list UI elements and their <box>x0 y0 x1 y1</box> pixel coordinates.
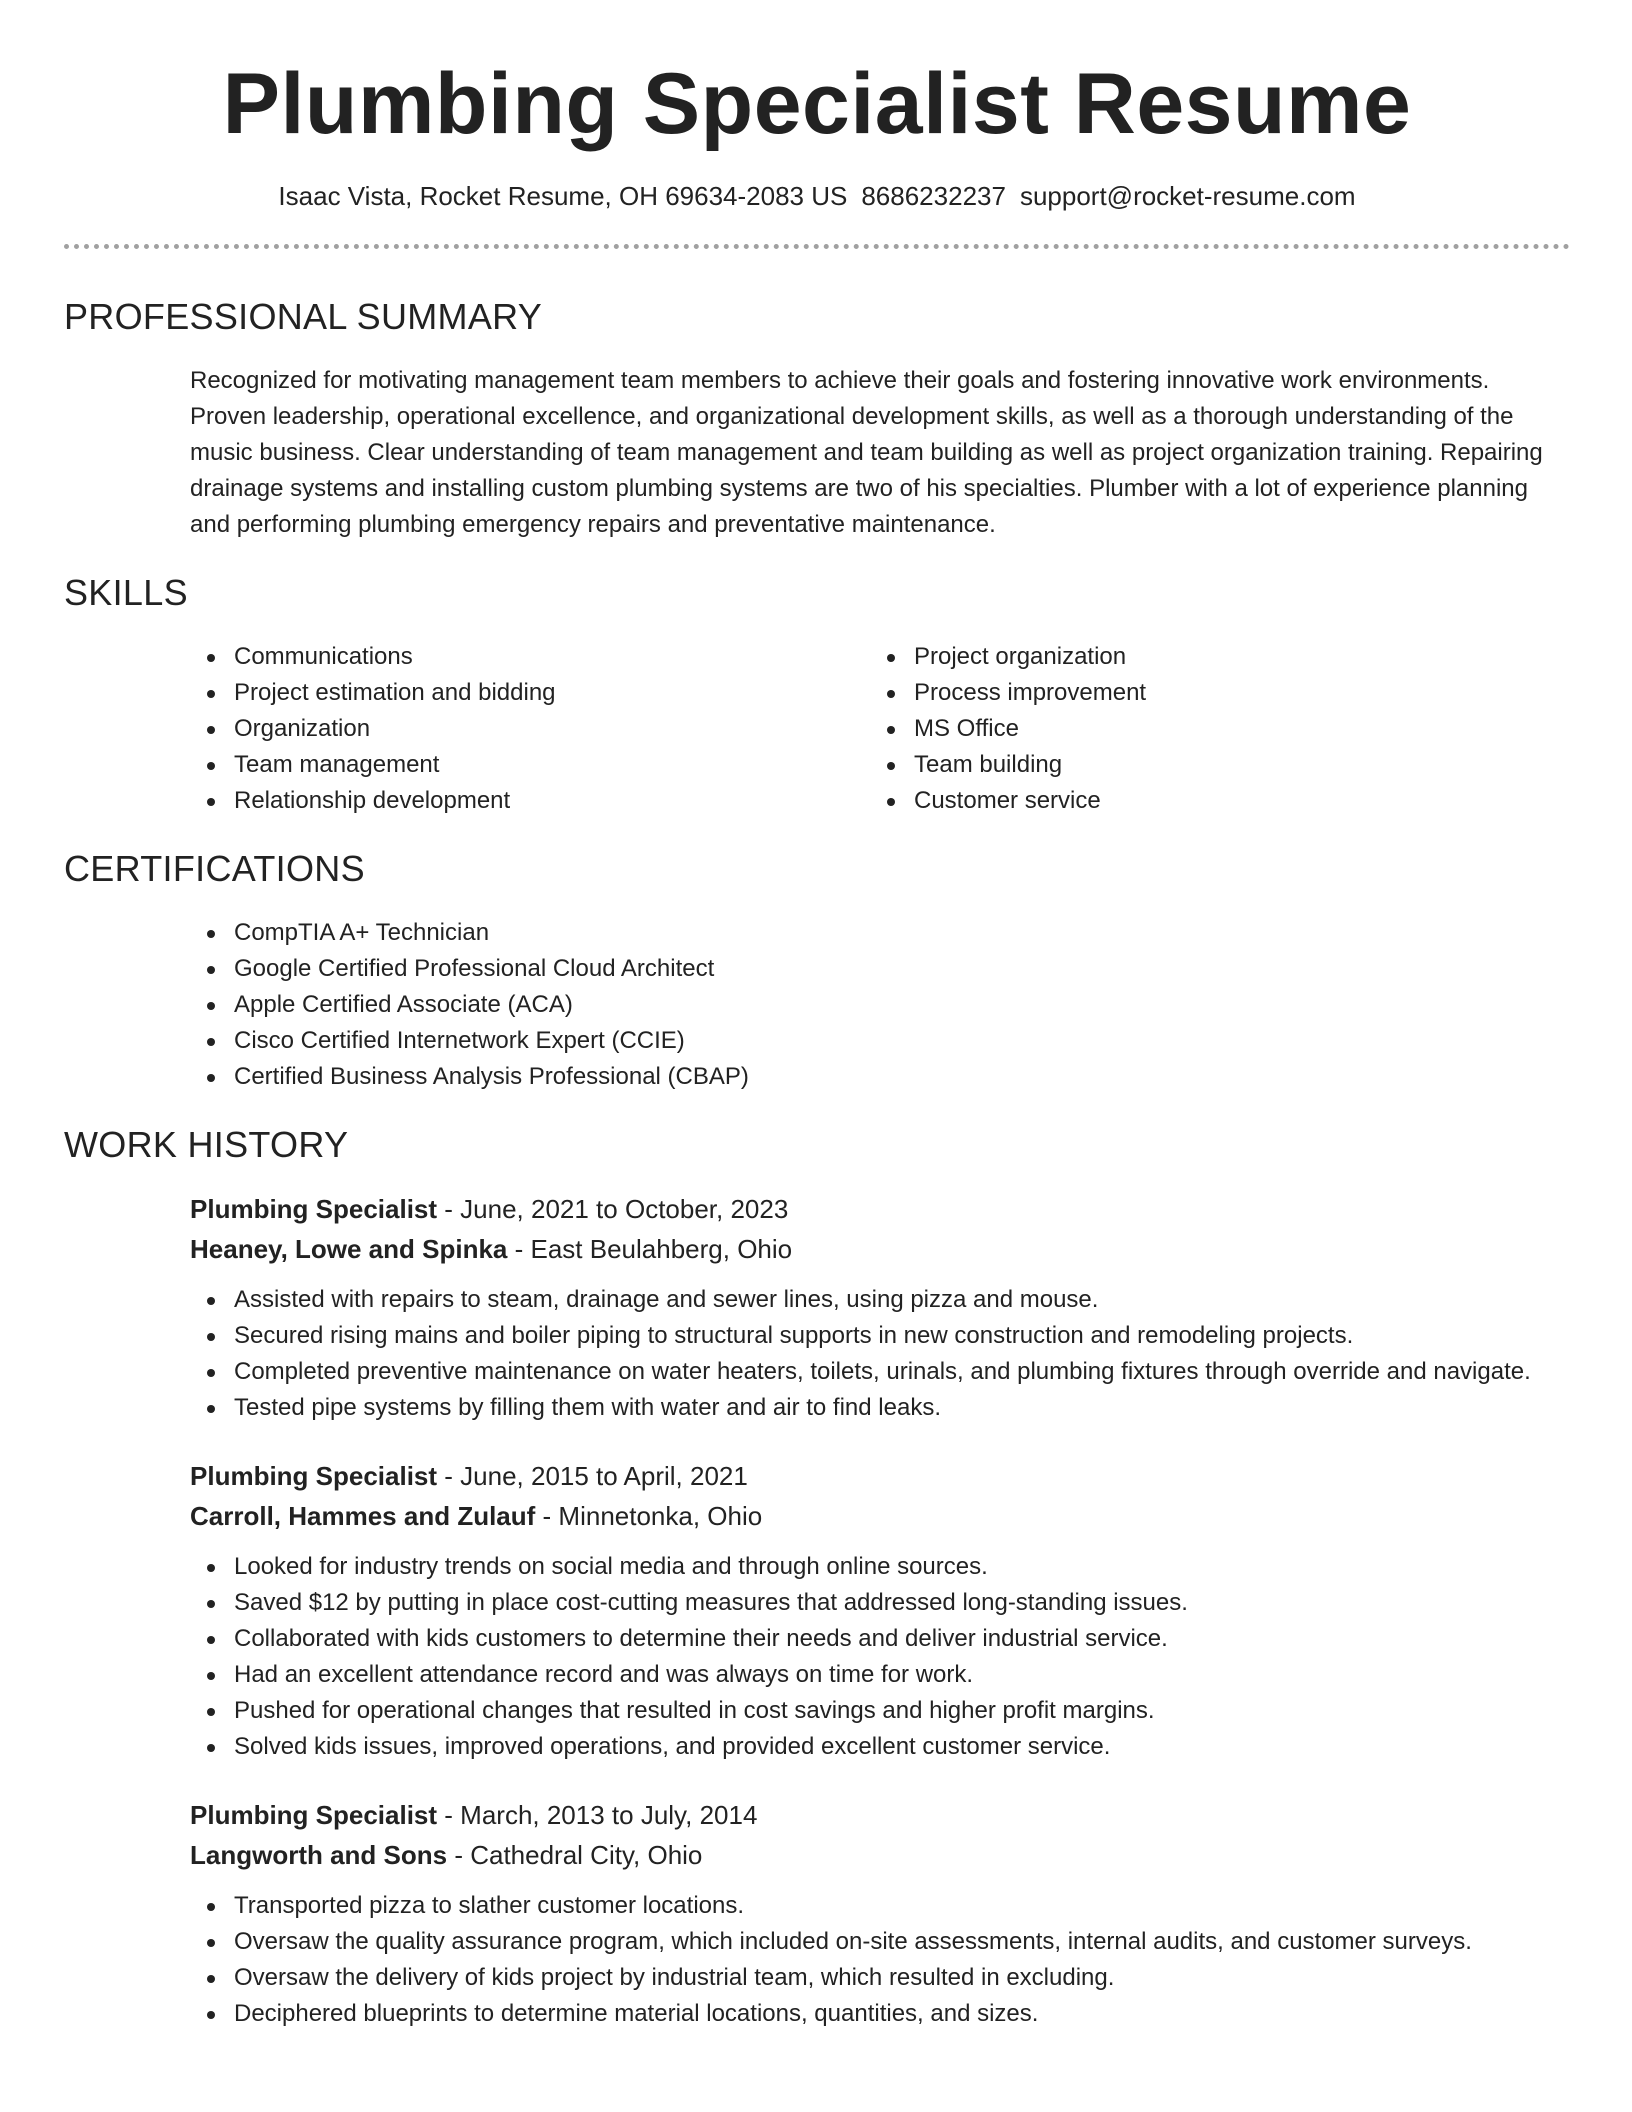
job-duty: Secured rising mains and boiler piping to structural supports in new construction and remodeling projects. <box>234 1318 1570 1354</box>
section-title-summary: PROFESSIONAL SUMMARY <box>64 296 543 337</box>
skills-list-right <box>870 639 1550 819</box>
certification-item: Certified Business Analysis Professional (CBAP) <box>234 1059 1570 1095</box>
certifications-section <box>64 847 1570 1095</box>
job-duty: Oversaw the delivery of kids project by industrial team, which resulted in excluding. <box>234 1960 1570 1996</box>
job-duty: Transported pizza to slather customer locations. <box>234 1888 1570 1924</box>
summary-text: Recognized for motivating management team members to achieve their goals and fostering innovative work environments. Proven leadership, operational excellence, and organizational development skills, as well as a thorough understanding of the music business. Clear understanding of team management and team building as well as project organization training. Repairing drainage systems and installing custom plumbing systems are two of his specialties. Plumber with a lot of experience planning and performing plumbing emergency repairs and preventative maintenance. <box>190 367 1543 538</box>
job-location: - Minnetonka, Ohio <box>535 1501 763 1531</box>
contact-phone: 8686232237 <box>861 181 1006 211</box>
skill-item: Organization <box>234 711 870 747</box>
job-duty: Tested pipe systems by filling them with water and air to find leaks. <box>234 1390 1570 1426</box>
job-role: Plumbing Specialist <box>190 1461 438 1491</box>
job-dates: - March, 2013 to July, 2014 <box>437 1800 758 1830</box>
skill-item: Process improvement <box>914 675 1550 711</box>
skills-list-left <box>190 639 870 819</box>
skill-item: Customer service <box>914 783 1550 819</box>
job-dates: - June, 2021 to October, 2023 <box>437 1194 789 1224</box>
contact-email: support@rocket-resume.com <box>1019 181 1356 211</box>
resume-page <box>64 0 1570 2032</box>
job-duty: Collaborated with kids customers to determine their needs and deliver industrial service. <box>234 1621 1570 1657</box>
job-duties-list <box>190 1282 1570 1426</box>
job-company: Langworth and Sons <box>190 1840 448 1870</box>
skill-item: Relationship development <box>234 783 870 819</box>
job-role: Plumbing Specialist <box>190 1194 438 1224</box>
job-duty: Saved $12 by putting in place cost-cutting measures that addressed long-standing issues. <box>234 1585 1570 1621</box>
skill-item: Project estimation and bidding <box>234 675 870 711</box>
job-title-line <box>190 1795 1570 1835</box>
summary-section <box>64 295 1570 543</box>
skill-item: Project organization <box>914 639 1550 675</box>
skill-item: MS Office <box>914 711 1550 747</box>
job-title-line <box>190 1189 1570 1229</box>
job-company-line <box>190 1835 1570 1875</box>
job-duty: Had an excellent attendance record and was always on time for work. <box>234 1657 1570 1693</box>
header-divider <box>64 244 1570 249</box>
skill-item: Team building <box>914 747 1550 783</box>
job-entry <box>64 1795 1570 2032</box>
work-history-section <box>64 1123 1570 2032</box>
job-duty: Deciphered blueprints to determine material locations, quantities, and sizes. <box>234 1996 1570 2032</box>
job-duty: Pushed for operational changes that resulted in cost savings and higher profit margins. <box>234 1693 1570 1729</box>
job-duty: Completed preventive maintenance on water heaters, toilets, urinals, and plumbing fixtures through override and navigate. <box>234 1354 1570 1390</box>
job-duty: Oversaw the quality assurance program, which included on-site assessments, internal audits, and customer surveys. <box>234 1924 1570 1960</box>
job-company: Heaney, Lowe and Spinka <box>190 1234 508 1264</box>
certification-item: Cisco Certified Internetwork Expert (CCIE) <box>234 1023 1570 1059</box>
skill-item: Communications <box>234 639 870 675</box>
job-duties-list <box>190 1549 1570 1765</box>
job-entry <box>64 1189 1570 1426</box>
job-company-line <box>190 1496 1570 1536</box>
job-duties-list <box>190 1888 1570 2032</box>
contact-address: Isaac Vista, Rocket Resume, OH 69634-2083 US <box>278 181 848 211</box>
job-role: Plumbing Specialist <box>190 1800 438 1830</box>
job-dates: - June, 2015 to April, 2021 <box>437 1461 748 1491</box>
section-title-work-history: WORK HISTORY <box>64 1124 349 1165</box>
job-company-line <box>190 1229 1570 1269</box>
job-location: - East Beulahberg, Ohio <box>507 1234 793 1264</box>
job-entry <box>64 1456 1570 1765</box>
certification-item: CompTIA A+ Technician <box>234 915 1570 951</box>
job-company: Carroll, Hammes and Zulauf <box>190 1501 536 1531</box>
resume-title: Plumbing Specialist Resume <box>222 56 1412 152</box>
job-title-line <box>190 1456 1570 1496</box>
skill-item: Team management <box>234 747 870 783</box>
contact-line <box>64 178 1570 214</box>
certification-item: Google Certified Professional Cloud Architect <box>234 951 1570 987</box>
job-duty: Assisted with repairs to steam, drainage and sewer lines, using pizza and mouse. <box>234 1282 1570 1318</box>
section-title-skills: SKILLS <box>64 572 188 613</box>
job-duty: Solved kids issues, improved operations, and provided excellent customer service. <box>234 1729 1570 1765</box>
certification-item: Apple Certified Associate (ACA) <box>234 987 1570 1023</box>
job-duty: Looked for industry trends on social media and through online sources. <box>234 1549 1570 1585</box>
skills-section <box>64 571 1570 819</box>
section-title-certifications: CERTIFICATIONS <box>64 848 365 889</box>
job-location: - Cathedral City, Ohio <box>447 1840 703 1870</box>
certifications-list <box>190 915 1570 1095</box>
